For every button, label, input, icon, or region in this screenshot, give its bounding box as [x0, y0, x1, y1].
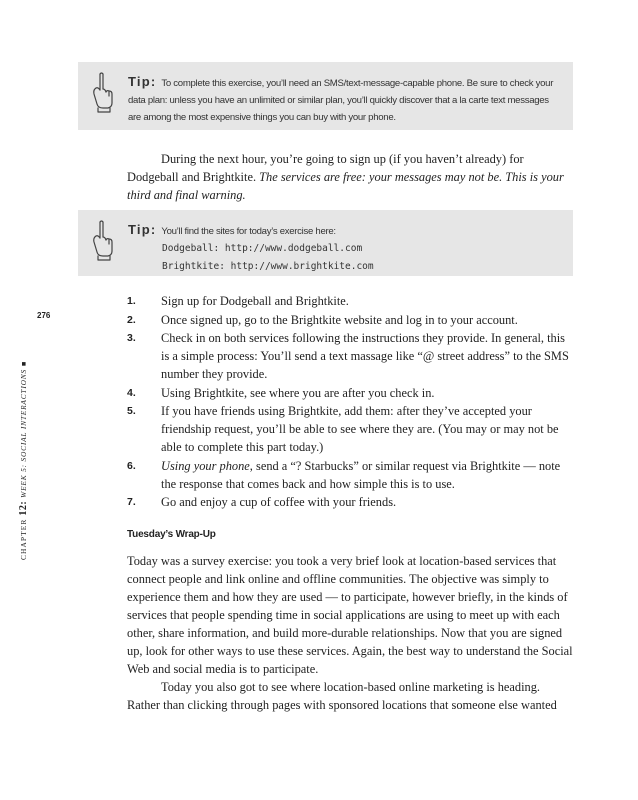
chapter-number: 12:	[18, 500, 29, 516]
tip-text	[128, 73, 559, 126]
list-item	[127, 311, 573, 329]
steps-list	[127, 292, 573, 512]
wrapup-paragraph: Today you also got to see where location-based online marketing is heading. Rather than clicking through pages with sponsored locations that someone else wanted	[127, 680, 557, 712]
brightkite-url[interactable]: Brightkite: http://www.brightkite.com	[162, 261, 374, 272]
square-bullet: ■	[19, 360, 28, 367]
wrapup-paragraph: Today was a survey exercise: you took a very brief look at location-based services that connect people and link online and offline communities. The objective was simply to experience them and how they are used — to participate, however briefly, in the kinds of services that people spending time in social applications are using to meet up with each other, share information, and build more-durable relationships. Now that you are signed up, look for other ways to use these services. Again, the best way to understand the Social Web and social media is to participate.	[127, 554, 573, 676]
step-emphasis: Using your phone	[161, 458, 250, 473]
tip-label: Tip:	[128, 74, 157, 89]
intro-paragraph	[127, 150, 573, 204]
site-url-list	[162, 240, 374, 276]
tip-text	[128, 221, 559, 240]
step-number: 2.	[127, 313, 136, 326]
step-text: , send a “? Starbucks” or similar request via Brightkite — note the response that comes back and how simple this is to use.	[161, 458, 561, 491]
tip-box-phone	[78, 62, 573, 130]
step-number: 7.	[127, 496, 136, 508]
step-number: 4.	[127, 386, 136, 399]
step-text: Sign up for Dodgeball and Brightkite.	[161, 294, 349, 308]
page-number: 276	[37, 311, 51, 320]
list-item	[127, 457, 573, 493]
step-text: Check in on both services following the instructions they provide. In general, this is a simple process: You’ll send a text massage like “@ street address” to the SMS number they provide.	[161, 331, 569, 381]
section-heading: Tuesday’s Wrap-Up	[127, 529, 216, 540]
list-item	[127, 402, 573, 456]
week-title: WEEK 5: SOCIAL INTERACTIONS	[19, 369, 28, 498]
step-text: Go and enjoy a cup of coffee with your friends.	[161, 495, 397, 509]
step-number: 6.	[127, 459, 136, 472]
list-item	[127, 292, 573, 310]
step-number: 5.	[127, 405, 136, 417]
tip-label: Tip:	[128, 222, 157, 237]
intro-warning: The services are free: your messages may not be. This is your third and final warning.	[127, 170, 564, 202]
chapter-running-head	[18, 361, 29, 561]
tip-body: To complete this exercise, you’ll need an SMS/text-message-capable phone. Be sure to check your data plan: unless you have an unlimited or similar plan, you’ll quickly discover that a la carte text messages are among the most expensive things you can buy with your phone.	[128, 78, 554, 123]
step-text: Using Brightkite, see where you are after you check in.	[161, 385, 435, 400]
step-number: 1.	[127, 295, 136, 307]
list-item	[127, 329, 573, 383]
step-number: 3.	[127, 332, 136, 344]
tip-box-sites	[78, 210, 573, 276]
dodgeball-url[interactable]: Dodgeball: http://www.dodgeball.com	[162, 243, 363, 254]
step-text: If you have friends using Brightkite, add them: after they’ve accepted your friendship request, you’ll be able to see where they are. (You may or may not be able to complete this part today.)	[161, 404, 559, 454]
wrapup-body	[127, 552, 573, 714]
list-item	[127, 384, 573, 402]
pointing-hand-icon	[88, 218, 118, 262]
tip-body: You’ll find the sites for today’s exercise here:	[161, 226, 336, 237]
step-text: Once signed up, go to the Brightkite website and log in to your account.	[161, 312, 518, 327]
list-item	[127, 493, 573, 511]
pointing-hand-icon	[88, 70, 118, 114]
intro-text: During the next hour, you’re going to sign up (if you haven’t already) for Dodgeball and Brightkite.	[127, 152, 524, 184]
chapter-word: CHAPTER	[19, 518, 28, 560]
